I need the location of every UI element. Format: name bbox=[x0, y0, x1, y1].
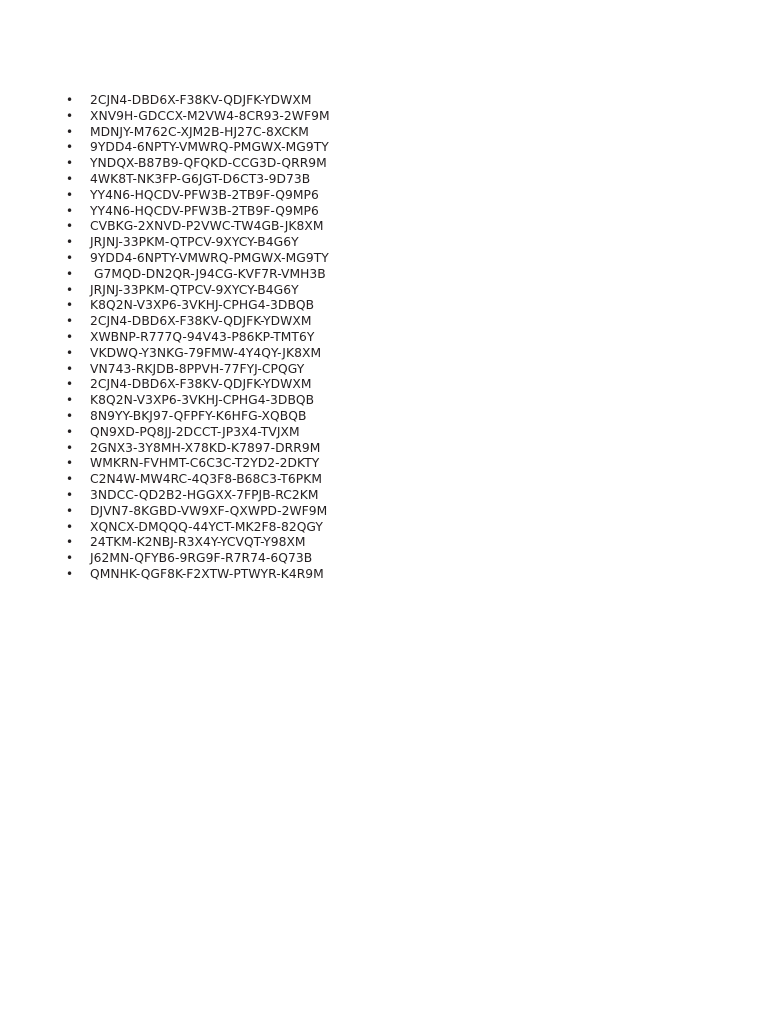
bullet-icon: • bbox=[66, 187, 74, 202]
bullet-icon: • bbox=[66, 203, 74, 218]
product-key-text: K8Q2N-V3XP6-3VKHJ-CPHG4-3DBQB bbox=[90, 298, 315, 313]
bullet-icon: • bbox=[66, 361, 74, 376]
bullet-icon: • bbox=[66, 329, 74, 344]
bullet-icon: • bbox=[66, 456, 74, 471]
bullet-icon: • bbox=[66, 519, 74, 534]
product-key-text: JRJNJ-33PKM-QTPCV-9XYCY-B4G6Y bbox=[90, 282, 299, 297]
product-key-text: VN743-RKJDB-8PPVH-77FYJ-CPQGY bbox=[90, 361, 305, 376]
bullet-icon: • bbox=[66, 282, 74, 297]
product-key-text: QMNHK-QGF8K-F2XTW-PTWYR-K4R9M bbox=[90, 566, 324, 581]
bullet-icon: • bbox=[66, 440, 74, 455]
product-key-text: YY4N6-HQCDV-PFW3B-2TB9F-Q9MP6 bbox=[90, 203, 319, 218]
bullet-icon: • bbox=[66, 235, 74, 250]
product-key-text: YY4N6-HQCDV-PFW3B-2TB9F-Q9MP6 bbox=[90, 187, 319, 202]
product-key-text: K8Q2N-V3XP6-3VKHJ-CPHG4-3DBQB bbox=[90, 393, 315, 408]
bullet-icon: • bbox=[66, 124, 74, 139]
product-key-text: C2N4W-MW4RC-4Q3F8-B68C3-T6PKM bbox=[90, 472, 322, 487]
bullet-icon: • bbox=[66, 487, 74, 502]
product-key-text: G7MQD-DN2QR-J94CG-KVF7R-VMH3B bbox=[90, 266, 326, 281]
bullet-icon: • bbox=[66, 424, 74, 439]
bullet-icon: • bbox=[66, 535, 74, 550]
bullet-icon: • bbox=[66, 503, 74, 518]
product-key-text: XNV9H-GDCCX-M2VW4-8CR93-2WF9M bbox=[90, 108, 330, 123]
bullet-icon: • bbox=[66, 108, 74, 123]
bullet-icon: • bbox=[66, 393, 74, 408]
product-key-text: MDNJY-M762C-XJM2B-HJ27C-8XCKM bbox=[90, 124, 309, 139]
product-key-text: WMKRN-FVHMT-C6C3C-T2YD2-2DKTY bbox=[90, 456, 320, 471]
bullet-icon: • bbox=[66, 266, 74, 281]
product-key-text: YNDQX-B87B9-QFQKD-CCG3D-QRR9M bbox=[90, 156, 327, 171]
product-key-text: XWBNP-R777Q-94V43-P86KP-TMT6Y bbox=[90, 329, 315, 344]
bullet-icon: • bbox=[66, 472, 74, 487]
product-key-text: XQNCX-DMQQQ-44YCT-MK2F8-82QGY bbox=[90, 519, 323, 534]
bullet-icon: • bbox=[66, 377, 74, 392]
bullet-icon: • bbox=[66, 219, 74, 234]
product-key-text: 4WK8T-NK3FP-G6JGT-D6CT3-9D73B bbox=[90, 171, 311, 186]
bullet-icon: • bbox=[66, 314, 74, 329]
bullet-icon: • bbox=[66, 250, 74, 265]
product-key-text: CVBKG-2XNVD-P2VWC-TW4GB-JK8XM bbox=[90, 219, 324, 234]
bullet-icon: • bbox=[66, 345, 74, 360]
bullet-icon: • bbox=[66, 298, 74, 313]
product-key-text: JRJNJ-33PKM-QTPCV-9XYCY-B4G6Y bbox=[90, 235, 299, 250]
product-key-text: DJVN7-8KGBD-VW9XF-QXWPD-2WF9M bbox=[90, 503, 328, 518]
bullet-icon: • bbox=[66, 566, 74, 581]
bullet-icon: • bbox=[66, 156, 74, 171]
product-key-text: 2CJN4-DBD6X-F38KV-QDJFK-YDWXM bbox=[90, 314, 312, 329]
product-key-text: 2CJN4-DBD6X-F38KV-QDJFK-YDWXM bbox=[90, 93, 312, 107]
bullet-icon: • bbox=[66, 93, 74, 107]
product-key-text: J62MN-QFYB6-9RG9F-R7R74-6Q73B bbox=[90, 551, 313, 566]
product-key-text: 2CJN4-DBD6X-F38KV-QDJFK-YDWXM bbox=[90, 377, 312, 392]
product-key-text: VKDWQ-Y3NKG-79FMW-4Y4QY-JK8XM bbox=[90, 345, 322, 360]
product-key-text: 2GNX3-3Y8MH-X78KD-K7897-DRR9M bbox=[90, 440, 321, 455]
product-key-text: 9YDD4-6NPTY-VMWRQ-PMGWX-MG9TY bbox=[90, 250, 329, 265]
product-key-text: 9YDD4-6NPTY-VMWRQ-PMGWX-MG9TY bbox=[90, 140, 329, 155]
bullet-icon: • bbox=[66, 140, 74, 155]
product-key-text: 8N9YY-BKJ97-QFPFY-K6HFG-XQBQB bbox=[90, 408, 307, 423]
bullet-icon: • bbox=[66, 171, 74, 186]
product-key-text: 3NDCC-QD2B2-HGGXX-7FPJB-RC2KM bbox=[90, 487, 319, 502]
bullet-icon: • bbox=[66, 551, 74, 566]
product-key-text: 24TKM-K2NBJ-R3X4Y-YCVQT-Y98XM bbox=[90, 535, 306, 550]
bullet-icon: • bbox=[66, 408, 74, 423]
product-key-text: QN9XD-PQ8JJ-2DCCT-JP3X4-TVJXM bbox=[90, 424, 300, 439]
